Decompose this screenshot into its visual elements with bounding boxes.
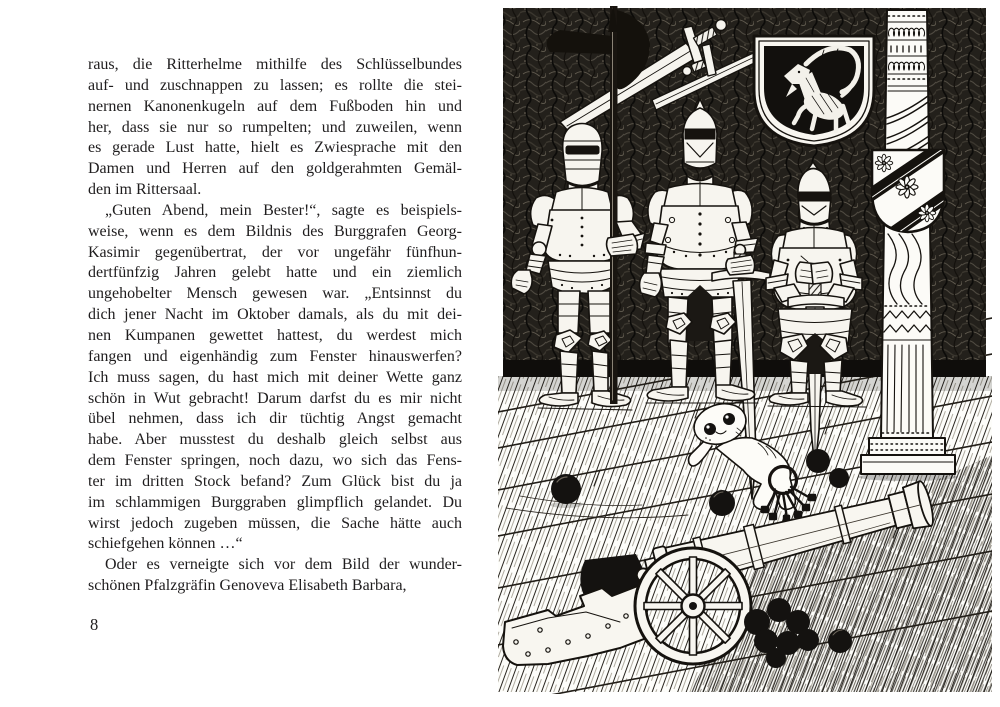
text-line: weise, wenn es dem Bildnis des Burggrafen Georg- bbox=[88, 222, 462, 240]
cannon-wheel bbox=[635, 548, 751, 664]
text-line: auf- und zuschnappen zu lassen; es rollte die stei- bbox=[88, 76, 462, 94]
ghost-eye bbox=[704, 423, 716, 435]
text-line: dertfünfzig Jahren gelebt hatte und ein ziemlich bbox=[88, 264, 462, 282]
gauntlet bbox=[640, 273, 662, 297]
text-line: nen Kumpanen gewettet hattest, du werdest mich bbox=[88, 326, 462, 344]
text-line: habe. Aber musstest du deshalb gleich selbst aus bbox=[88, 431, 462, 449]
fauld bbox=[548, 261, 616, 293]
gauntlet bbox=[811, 262, 832, 284]
text-line: wirst jedoch zugeben müssen, die Sache hätte auch bbox=[88, 514, 462, 532]
text-line: schön in Wut gebracht! Darum darfst du es mir nicht bbox=[88, 389, 462, 407]
text-line: ter im dritten Stock befand? Zum Glück bist du ja bbox=[88, 472, 462, 490]
text-line: Kasimir gegenübertrat, der vor ungefähr fünfhun- bbox=[88, 243, 462, 261]
text-line: dem Fenster springen, noch dazu, wo sich das Fens- bbox=[88, 452, 462, 470]
text-line: „Guten Abend, mein Bester!“, sagte es beispiels- bbox=[105, 201, 462, 219]
text-line: den im Rittersaal. bbox=[88, 181, 202, 199]
text-line: es gerade Lust hatte, hielt es Zwiesprache mit den bbox=[88, 139, 462, 157]
text-line: dich jener Nacht im Oktober damals, als du mit dei- bbox=[88, 306, 462, 324]
text-line: nernen Kanonenkugeln auf dem Fußboden hin und bbox=[88, 97, 462, 115]
text-line: übel nehmen, dass ich dir tüchtig Angst gemacht bbox=[88, 410, 462, 428]
text-line: Damen und Herren auf den goldgerahmten Gemäl- bbox=[88, 160, 462, 178]
text-line: fangen und eigenhändig zum Fenster hinauswerfen? bbox=[88, 347, 462, 365]
text-line: her, dass sie nur so rumpelten; und zuweilen, wenn bbox=[88, 118, 462, 136]
text-line: schiefgehen können …“ bbox=[88, 535, 243, 553]
text-line: Ich muss sagen, du hast mich mit deiner Wette ganz bbox=[88, 368, 462, 386]
text-line: Oder es verneigte sich vor dem Bild der wunder- bbox=[105, 556, 462, 574]
text-line: schönen Pfalzgräfin Genoveva Elisabeth Barbara, bbox=[88, 577, 407, 595]
text-line: raus, die Ritterhelme mithilfe des Schlüsselbundes bbox=[88, 56, 462, 73]
text-line: im schlammigen Burggraben glimpflich gelandet. Du bbox=[88, 493, 462, 511]
page-number: 8 bbox=[90, 615, 99, 634]
ghost-eye bbox=[723, 413, 735, 425]
text-line: ungehobelter Mensch gewesen war. „Entsinnst du bbox=[88, 285, 462, 303]
goat-crest bbox=[754, 36, 874, 146]
